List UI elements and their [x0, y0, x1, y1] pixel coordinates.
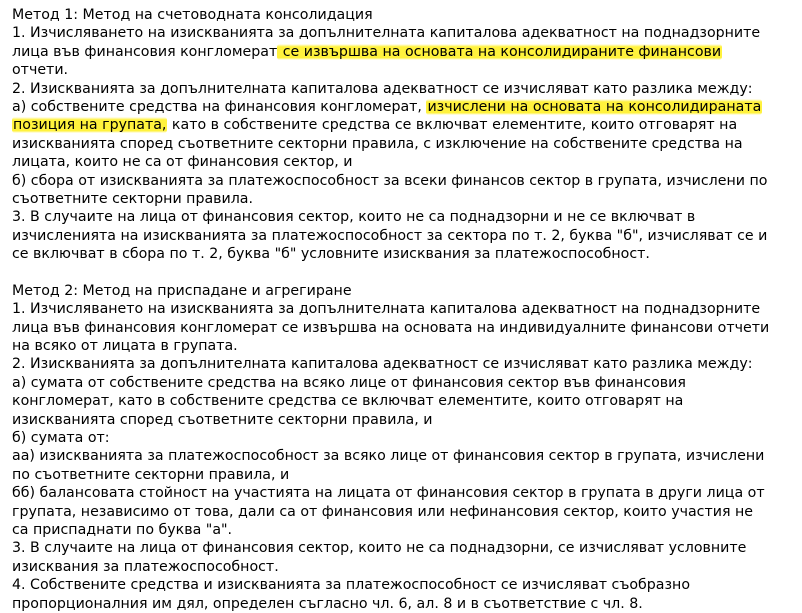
text-line: аа) изискванията за платежоспособност за всяко лице от финансовия сектор в групата, изчислени: [12, 448, 765, 465]
text-line: 2. Изискванията за допълнителната капиталова адекватност се изчисляват като разлика между:: [12, 356, 753, 373]
text-line: изисквания за платежоспособност.: [12, 558, 279, 575]
text-line: 2. Изискванията за допълнителната капиталова адекватност се изчисляват като разлика между:: [12, 80, 753, 97]
text-line: по съответните секторни правила, и: [12, 466, 290, 483]
text-line: бб) балансовата стойност на участията на лицата от финансовия сектор в групата в други лица от: [12, 485, 765, 502]
text-segment: лица във финансовия конгломерат: [12, 43, 278, 60]
text-line: 4. Собствените средства и изискванията за платежоспособност се изчисляват съобразно: [12, 577, 691, 594]
text-line: групата, независимо от това, дали са от финансовия или нефинансовия сектор, които участия не: [12, 503, 754, 520]
text-line: [12, 43, 798, 61]
text-line: а) сумата от собствените средства на всяко лице от финансовия сектор във финансовия: [12, 374, 686, 391]
text-line: изчисленията на изискванията за платежоспособност за сектора по т. 2, буква "б", изчисляват се и: [12, 227, 768, 244]
text-line: [12, 98, 798, 116]
text-line: се включват в сбора по т. 2, буква "б" условните изисквания за платежоспособност.: [12, 246, 650, 263]
text-line: лица във финансовия конгломерат се извършва на основата на индивидуалните финансови отчети: [12, 319, 770, 336]
text-line: б) сбора от изискванията за платежоспособност за всеки финансов сектор в групата, изчислени по: [12, 172, 768, 189]
text-line: отчети.: [12, 62, 69, 79]
text-line: 1. Изчисляването на изискванията за допълнителната капиталова адекватност на поднадзорните: [12, 25, 761, 42]
text-line: са приспаднати по буква "а".: [12, 521, 233, 538]
text-line: 1. Изчисляването на изискванията за допълнителната капиталова адекватност на поднадзорните: [12, 301, 761, 318]
text-line: на всяко от лицата в групата.: [12, 338, 238, 355]
method-2-title: Метод 2: Метод на приспадане и агрегиране: [12, 282, 352, 299]
text-line: 3. В случаите на лица от финансовия сектор, които не са поднадзорни, се изчисляват условните: [12, 540, 747, 557]
text-line: конгломерат, като в собствените средства се включват елементите, които отговарят на: [12, 393, 684, 410]
text-line: [12, 116, 798, 134]
highlighted-text: позиция на групата,: [13, 117, 167, 134]
method-1-section: [12, 6, 798, 263]
text-segment: като в собствените средства се включват елементите, които отговарят на: [167, 117, 738, 134]
method-1-title: Метод 1: Метод на счетоводната консолидация: [12, 7, 373, 23]
text-line: изискванията според съответните секторни правила, и: [12, 411, 433, 428]
text-line: изискванията според съответните секторни правила, с изключение на собствените средства на: [12, 135, 743, 152]
text-line: б) сумата от:: [12, 429, 110, 446]
text-line: пропорционалния им дял, определен съгласно чл. 6, ал. 8 и в съответствие с чл. 8.: [12, 595, 643, 612]
highlighted-text: изчислени на основата на консолидираната: [427, 98, 762, 115]
document-body: [12, 6, 798, 613]
text-line: съответните секторни правила.: [12, 190, 254, 207]
text-line: лицата, които не са от финансовия сектор, и: [12, 154, 353, 171]
highlighted-text: се извършва на основата на консолидираните финансови: [278, 43, 722, 60]
method-2-section: [12, 282, 798, 613]
paragraph-spacer: [12, 263, 798, 281]
text-segment: а) собствените средства на финансовия конгломерат,: [12, 98, 427, 115]
text-line: 3. В случаите на лица от финансовия сектор, които не са поднадзорни и не се включват в: [12, 209, 696, 226]
